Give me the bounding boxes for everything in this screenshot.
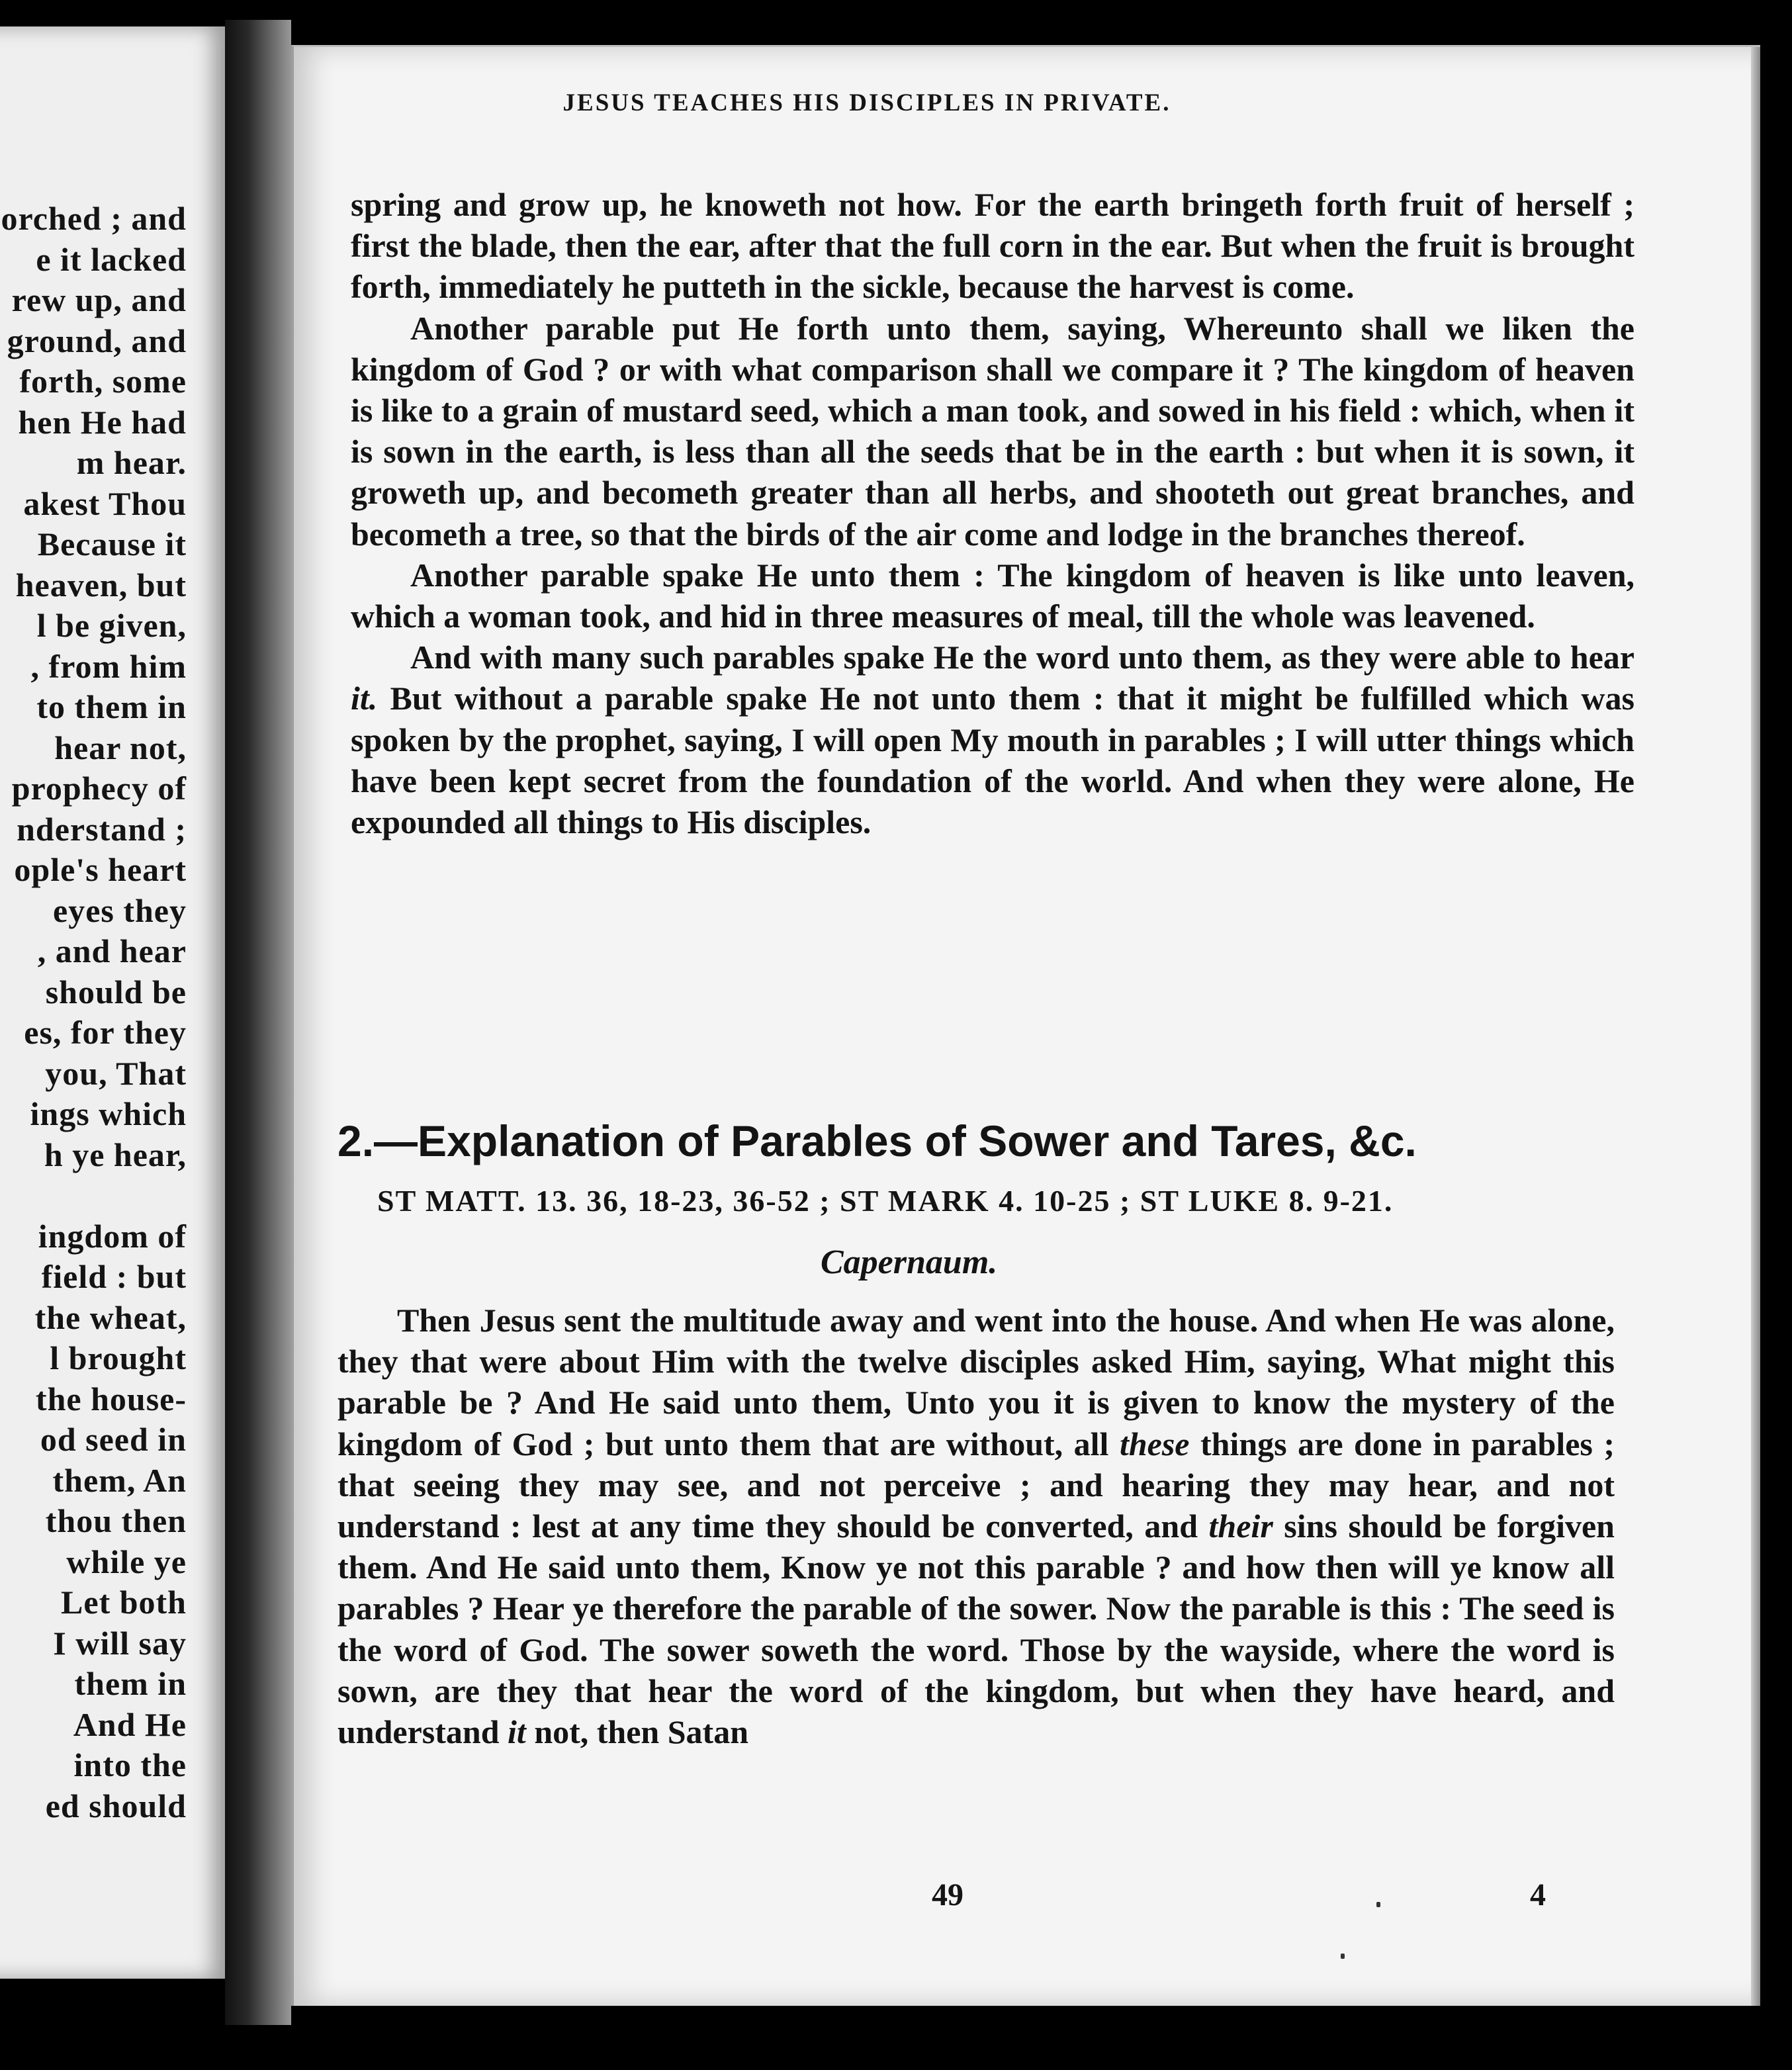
left-page-line: the house- xyxy=(35,1380,187,1418)
left-page-line: m hear. xyxy=(76,444,187,481)
left-page-line: es, for they xyxy=(24,1014,187,1051)
paragraph xyxy=(337,1300,1615,1752)
left-page-line: them, An xyxy=(52,1461,187,1499)
left-page-line: them in xyxy=(74,1665,187,1702)
left-page-line: Because it xyxy=(37,525,187,562)
text-run: And with many such parables spake He the word unto them, as they were able to hear xyxy=(410,639,1635,676)
left-page-line: hear not, xyxy=(54,729,187,766)
italic-word: it xyxy=(508,1713,526,1751)
text-run: Then Jesus sent the multitude away and went into the house. And when He was alone, they that were about Him with the twelve disciples asked Him, saying, What might this parable be ? And He said unto them, Unto you it is given to know the mystery of the kingdom of God ; but unto them that are without, all xyxy=(337,1302,1615,1462)
text-run: sins should be forgiven them. And He said unto them, Know ye not this parable ? and how then will ye know all parables ? Hear ye therefore the parable of the sower. Now the parable is this : The seed is the word of God. The sower soweth the word. Those by the wayside, where the word is sown, are they that hear the word of the kingdom, but when they have heard, and understand xyxy=(337,1508,1615,1751)
running-head: JESUS TEACHES HIS DISCIPLES IN PRIVATE. xyxy=(562,89,1171,116)
left-page-line: into the xyxy=(73,1746,187,1783)
book-gutter xyxy=(225,20,291,2025)
paragraph: spring and grow up, he knoweth not how. For the earth bringeth forth fruit of herself ; first the blade, then the ear, after that the full corn in the ear. But when the fruit is brought forth, immediately he putteth in the sickle, because the harvest is come. xyxy=(351,186,1635,306)
page-number: 49 xyxy=(932,1877,963,1912)
left-page-line: od seed in xyxy=(40,1421,187,1458)
passage-two xyxy=(337,1300,1615,1752)
left-page-line: ed should xyxy=(45,1787,187,1824)
left-page-line: field : but xyxy=(41,1258,187,1295)
left-page-line: forth, some xyxy=(19,363,187,400)
passage-one xyxy=(351,184,1635,842)
place-heading: Capernaum. xyxy=(821,1243,998,1281)
left-page-line: while ye xyxy=(66,1543,187,1580)
text-run: not, then Satan xyxy=(525,1713,749,1751)
left-page xyxy=(0,26,229,1979)
left-page-line: nderstand ; xyxy=(17,810,187,848)
left-page-line: orched ; and xyxy=(1,200,187,237)
left-page-line: Let both xyxy=(61,1584,187,1621)
left-page-line: the wheat, xyxy=(34,1298,187,1336)
left-page-line: prophecy of xyxy=(11,770,187,807)
signature-mark: 4 xyxy=(1530,1877,1546,1912)
left-page-line: hen He had xyxy=(18,403,187,441)
paragraph: Another parable spake He unto them : The kingdom of heaven is like unto leaven, which a woman took, and hid in three measures of meal, till the whole was leavened. xyxy=(351,556,1635,635)
left-page-line: ings which xyxy=(30,1095,187,1132)
left-page-text xyxy=(0,199,187,1826)
left-page-line: you, That xyxy=(45,1054,187,1092)
italic-word: it. xyxy=(351,680,378,717)
left-page-line: akest Thou xyxy=(23,484,187,522)
left-page-line: l brought xyxy=(50,1339,187,1376)
italic-word: their xyxy=(1208,1508,1273,1545)
italic-word: these xyxy=(1119,1425,1190,1462)
left-page-line: should be xyxy=(45,973,187,1011)
left-page-line: ground, and xyxy=(7,322,187,359)
left-page-line: , from him xyxy=(30,647,187,685)
paragraph: Another parable put He forth unto them, saying, Whereunto shall we liken the kingdom of God ? or with what comparison shall we compare it ? The kingdom of heaven is like to a grain of mustard seed, which a man took, and sowed in his field : which, when it is sown in the earth, is less than all the seeds that be in the earth : but when it is sown, it groweth up, and becometh greater than all herbs, and shooteth out great branches, and becometh a tree, so that the birds of the air come and lodge in the branches thereof. xyxy=(351,309,1635,553)
left-page-line: to them in xyxy=(36,688,187,725)
left-page-line: heaven, but xyxy=(15,566,187,604)
left-page-line: thou then xyxy=(45,1502,187,1539)
left-page-line: And He xyxy=(73,1705,187,1743)
print-speck xyxy=(1341,1954,1345,1959)
paragraph xyxy=(351,637,1635,842)
left-page-line: I will say xyxy=(53,1624,187,1662)
section-title: 2.—Explanation of Parables of Sower and Tares, &c. xyxy=(337,1116,1417,1165)
left-page-line: e it lacked xyxy=(36,240,187,278)
left-page-line: l be given, xyxy=(36,607,187,644)
scripture-references: ST MATT. 13. 36, 18-23, 36-52 ; ST MARK 4. 10-25 ; ST LUKE 8. 9-21. xyxy=(377,1184,1394,1218)
left-page-line: h ye hear, xyxy=(44,1136,187,1173)
text-run: But without a parable spake He not unto them : that it might be fulfilled which was spoken by the prophet, saying, I will open My mouth in parables ; I will utter things which have been kept secret from the foundation of the world. And when they were alone, He expounded all things to His disciples. xyxy=(351,680,1635,841)
text-run: things are done in parables ; that seeing they may see, and not perceive ; and hearing they may hear, and not understand : lest at any time they should be converted, and xyxy=(337,1425,1615,1545)
left-page-line: rew up, and xyxy=(11,281,187,318)
left-page-line xyxy=(0,1175,187,1216)
left-page-line: ingdom of xyxy=(38,1217,187,1255)
page-edge xyxy=(1751,47,1760,2006)
left-page-line: , and hear xyxy=(37,932,187,969)
print-speck xyxy=(1376,1902,1380,1907)
left-page-line: eyes they xyxy=(53,891,187,929)
left-page-line: ople's heart xyxy=(14,851,187,888)
